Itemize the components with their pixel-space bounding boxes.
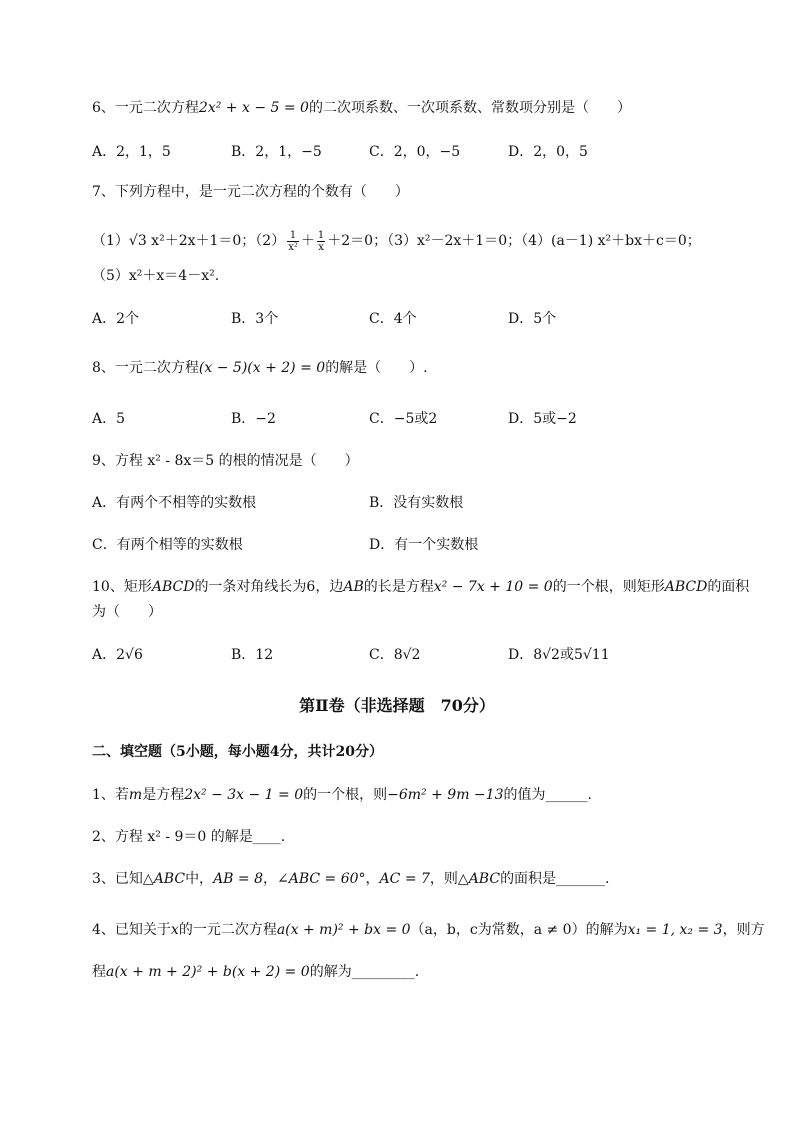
question-10-stem-line2: 为（ ） [92,604,162,620]
f3-ab: AB = 8 [213,871,263,887]
q9-option-a: A．有两个不相等的实数根 [92,495,257,511]
q7-frac2-denominator: x [318,241,324,253]
q6-option-a: A．2，1，5 [92,144,171,160]
question-7-stem: 7、下列方程中，是一元二次方程的个数有（ ） [92,184,409,200]
q7-line1-plus: ＋ [300,233,315,249]
q10-line1-b: 的一条对角线长为6，边 [194,579,344,595]
q7-option-a: A．2个 [92,311,140,327]
q10-option-c: C．8√2 [369,647,421,663]
f3-ac: AC = 7 [379,871,430,887]
fill-in-2: 2、方程 x² - 9＝0 的解是____. [92,829,286,845]
q6-equation: 2x² + x − 5 = 0 [198,100,309,116]
f4-equation-1: a(x + m)² + bx = 0 [276,922,411,938]
f3-mid2: ，则 [429,871,458,887]
f1-equation-1: 2x² − 3x − 1 = 0 [184,787,304,803]
q9-option-c: C．有两个相等的实数根 [92,537,243,553]
q6-option-d: D．2，0，5 [508,144,588,160]
fill-in-4-line1 [92,920,765,940]
fill-in-4-line2 [92,962,419,982]
q10-line1-d: 的一个根，则矩形 [552,579,665,595]
q10-option-b: B．12 [231,647,274,663]
q8-option-c: C．−5或2 [369,411,438,427]
question-6-stem [92,98,631,118]
f3-triangle-2: △ABC [457,871,501,887]
f4-mid: 的一元二次方程 [178,922,277,938]
f4-x: x [170,922,179,938]
fill-in-1 [92,785,592,805]
q10-line1-c: 的长是方程 [363,579,434,595]
q6-stem-pre: 6、一元二次方程 [92,100,199,116]
f4-line2-post: 的解为_________. [309,964,420,980]
q10-option-a: A．2√6 [92,647,143,663]
f3-sep1: ， [263,871,277,887]
fill-in-3 [92,869,610,889]
q7-frac2-numerator: 1 [317,229,325,241]
f1-m: m [128,787,143,803]
f3-mid1: 中， [185,871,214,887]
q9-option-d: D．有一个实数根 [369,537,479,553]
f4-condition: （a，b，c为常数，a ≠ 0）的解为 [410,922,628,938]
f4-pre: 4、已知关于 [92,922,171,938]
f3-sep2: ， [365,871,380,887]
f1-pre: 1、若 [92,787,129,803]
section-2-heading: 二、填空题（5小题，每小题4分，共计20分） [92,744,383,760]
f4-roots: x₁ = 1, x₂ = 3 [627,922,723,938]
q7-option-d: D．5个 [508,311,557,327]
q10-option-d: D．8√2或5√11 [508,647,610,663]
f4-equation-2: a(x + m + 2)² + b(x + 2) = 0 [106,964,310,980]
question-8-stem [92,358,428,378]
q10-line1-a: 10、矩形 [92,579,152,595]
q10-abcd-1: ABCD [151,579,195,595]
f4-line2-pre: 程 [92,964,106,980]
q9-option-b: B．没有实数根 [369,495,464,511]
q7-fraction-1 [287,230,299,253]
question-9-stem: 9、方程 x² - 8x＝5 的根的情况是（ ） [92,453,359,469]
q10-line1-e: 的面积 [707,579,750,595]
q8-option-b: B．−2 [231,411,276,427]
q7-line1-a: （1）√3 x²＋2x＋1＝0；（2） [92,233,286,249]
f3-pre: 3、已知 [92,871,143,887]
q8-stem-post: 的解是（ ）. [325,360,428,376]
f3-post: 的面积是_______. [500,871,610,887]
f3-angle: ∠ABC = 60° [277,871,366,887]
q7-fraction-2 [317,230,325,253]
q7-frac1-denominator: x² [288,241,298,253]
f3-triangle-1: △ABC [142,871,186,887]
q7-line1-b: ＋2＝0；（3）x²－2x＋1＝0；（4）(a－1) x²＋bx＋c＝0； [327,233,701,249]
q6-stem-post: 的二次项系数、一次项系数、常数项分别是（ ） [308,100,631,116]
q7-equations-line2: （5）x²＋x＝4－x². [92,268,220,284]
q8-equation: (x − 5)(x + 2) = 0 [198,360,326,376]
q7-option-c: C．4个 [369,311,417,327]
f4-post: ，则方 [722,922,765,938]
part-2-title: 第Ⅱ卷（非选择题 70分） [299,696,495,715]
q8-stem-pre: 8、一元二次方程 [92,360,199,376]
f1-mid2: 的一个根，则 [303,787,388,803]
q10-ab: AB [343,579,364,595]
q7-equations-line1 [92,228,701,254]
q7-option-b: B．3个 [231,311,279,327]
q10-abcd-2: ABCD [664,579,708,595]
q8-option-a: A．5 [92,411,126,427]
q6-option-c: C．2，0，−5 [369,144,461,160]
f1-expression: −6m² + 9m −13 [387,787,504,803]
f1-mid: 是方程 [142,787,185,803]
f1-post: 的值为______. [503,787,592,803]
q10-equation: x² − 7x + 10 = 0 [433,579,553,595]
q7-frac1-numerator: 1 [287,230,299,242]
q6-option-b: B．2，1，−5 [231,144,322,160]
q8-option-d: D．5或−2 [508,411,577,427]
question-10-stem-line1 [92,577,749,597]
